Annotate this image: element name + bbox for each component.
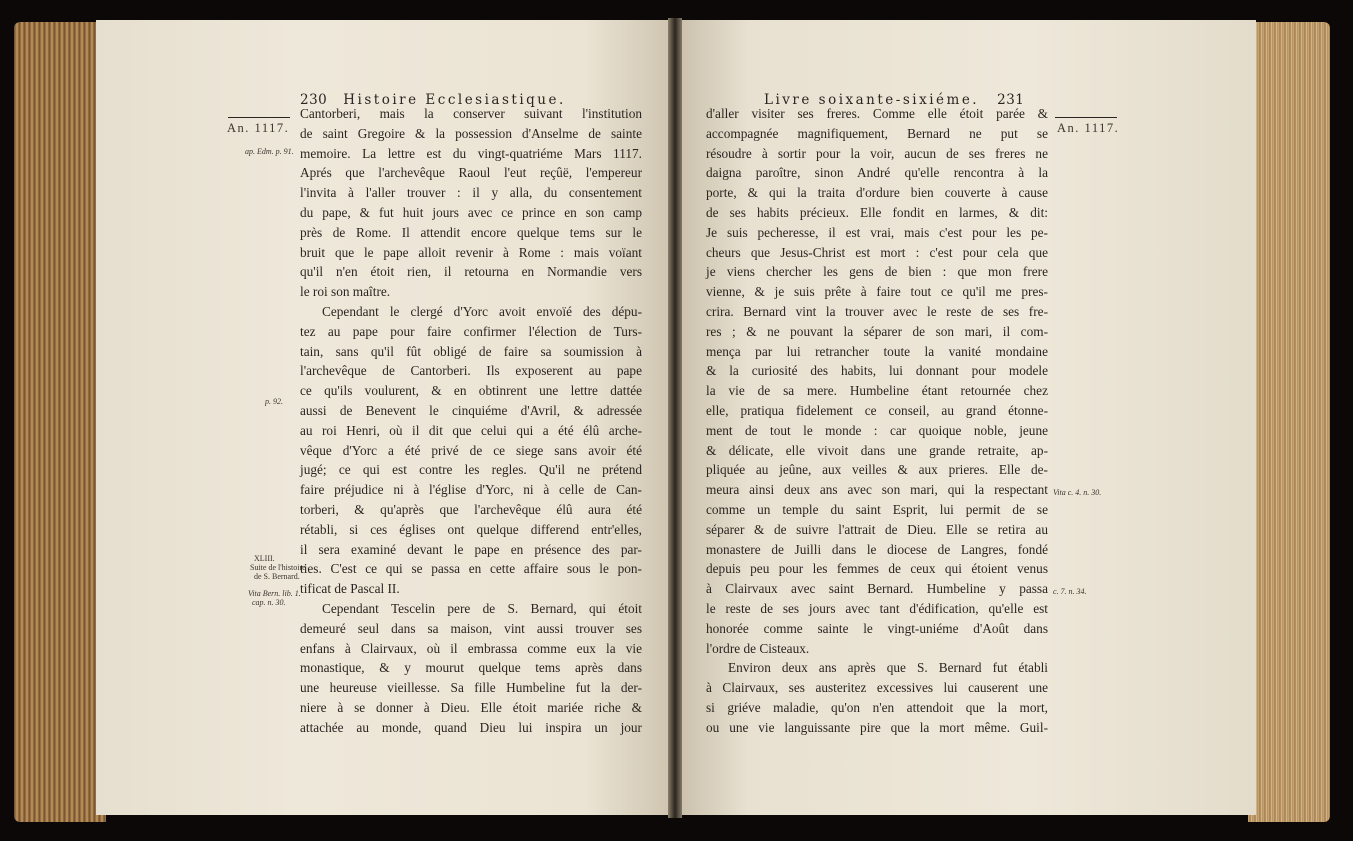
section-number: XLIII. — [254, 554, 275, 563]
text-line: vienne, & je suis prête à faire tout ce qu'il me pres- — [706, 284, 1048, 300]
text-line: rétabli, si ces églises ont quelque differend entr'elles, — [300, 521, 642, 537]
section-title: Suite de l'histoire — [250, 563, 306, 572]
text-line: résoudre à sortir pour la voir, aucun de ses freres ne — [706, 145, 1048, 161]
text-line: Cantorberi, mais la conserver suivant l'institution — [300, 106, 642, 121]
text-line: je viens chercher les gens de bien : que mon frere — [706, 264, 1048, 280]
text-line: faire préjudice ni à l'église d'Yorc, ni à celle de Can- — [300, 482, 642, 498]
text-line: il sera examiné devant le pape en présence des par- — [300, 541, 642, 557]
text-line: aussi de Benevent le cinquiéme d'Avril, & adressée — [300, 402, 642, 418]
text-line: demeuré seul dans sa maison, vint aussi trouver ses — [300, 620, 642, 636]
text-line: crira. Bernard vint la trouver avec le reste de ses fre- — [706, 303, 1048, 319]
right-page-number: 231 — [997, 92, 1025, 108]
text-line: Je suis pecheresse, il est vrai, mais c'est pour les pe- — [706, 224, 1048, 240]
margin-rule — [228, 117, 290, 118]
text-line: torberi, & qu'après que l'archevêque élû aura été — [300, 501, 642, 517]
text-line: de ses habits précieux. Elle fondit en larmes, & dit: — [706, 204, 1048, 220]
text-line: pliquée au jeûne, aux veilles & aux prieres. Elle de- — [706, 462, 1048, 478]
text-line: d'aller visiter ses freres. Comme elle étoit parée & — [706, 106, 1048, 121]
text-line: mença par lui retrancher toute la vanité mondaine — [706, 343, 1048, 359]
left-margin-year: An. 1117. — [227, 121, 290, 135]
right-page-edges — [1248, 22, 1330, 822]
text-line: à Clairvaux avec saint Bernard. Humbeline y passa — [706, 581, 1048, 597]
right-running-title: Livre soixante-sixiéme. — [764, 92, 980, 108]
text-line: honorée comme sainte le vingt-uniéme d'Août dans — [706, 620, 1048, 636]
text-line: enfans à Clairvaux, où il embrassa comme eux la vie — [300, 640, 642, 656]
text-line: & la curiosité des habits, lui donnant pour modele — [706, 363, 1048, 379]
text-line: niere à se donner à Dieu. Elle étoit mariée riche & — [300, 699, 642, 715]
text-line: ou une vie languissante pire que la mort même. Guil- — [706, 719, 1048, 735]
text-line: attachée au monde, quand Dieu lui inspira un jour — [300, 719, 642, 735]
text-line: l'ordre de Cisteaux. — [706, 640, 810, 656]
text-line: Environ deux ans après que S. Bernard fut établi — [728, 660, 1048, 676]
text-line: le roi son maître. — [300, 284, 391, 300]
text-line: memoire. La lettre est du vingt-quatriéme Mars 1117. — [300, 145, 642, 161]
text-line: ce qu'ils voulurent, & en obtinrent une lettre dattée — [300, 383, 642, 399]
left-margin-ref: p. 92. — [265, 397, 283, 406]
text-line: Cependant Tescelin pere de S. Bernard, qui étoit — [322, 600, 642, 616]
text-line: Cependant le clergé d'Yorc avoit envoïé des dépu- — [322, 303, 642, 319]
right-margin-year: An. 1117. — [1057, 121, 1120, 135]
text-line: accompagnée magnifiquement, Bernard ne put se — [706, 125, 1048, 141]
section-title: de S. Bernard. — [254, 572, 300, 581]
left-margin-ref: Vita Bern. lib. 1. — [248, 589, 301, 598]
text-line: la vie de sa mere. Humbeline étant retournée chez — [706, 383, 1048, 399]
text-line: monastique, & y mourut quelque tems après dans — [300, 660, 642, 676]
text-line: Aprés que l'archevêque Raoul l'eut reçûë, l'empereur — [300, 165, 642, 181]
text-line: porte, & qui la traita d'ordure bien couverte à cause — [706, 185, 1048, 201]
left-running-title: Histoire Ecclesiastique. — [343, 92, 566, 108]
text-line: tez au pape pour faire confirmer l'élection de Turs- — [300, 323, 642, 339]
left-margin-ref: ap. Edm. p. 91. — [245, 147, 294, 156]
text-line: ment de tout le monde : car quoique noble, jeune — [706, 422, 1048, 438]
text-line: le reste de ses jours avec tant d'édification, qu'elle est — [706, 600, 1048, 616]
text-line: l'invita à l'aller trouver : il y alla, du consentement — [300, 185, 642, 201]
left-body-text — [300, 104, 642, 738]
book-gutter — [668, 18, 682, 818]
text-line: du pape, & fut huit jours avec ce prince en son camp — [300, 204, 642, 220]
left-page-edges — [14, 22, 106, 822]
text-line: séparer & de suivre l'attrait de Dieu. Elle se retira au — [706, 521, 1048, 537]
left-page-number: 230 — [300, 92, 328, 108]
text-line: cheurs que Jesus-Christ est mort : c'est pour cela que — [706, 244, 1048, 260]
text-line: de saint Gregoire & la possession d'Anselme de sainte — [300, 125, 642, 141]
text-line: ties. C'est ce qui se passa en cette affaire sous le pon- — [300, 561, 642, 577]
text-line: bruit que le pape alloit revenir à Rome : mais voïant — [300, 244, 642, 260]
right-margin-ref: Vita c. 4. n. 30. — [1053, 488, 1102, 497]
text-line: jugé; ce qui est contre les regles. Qu'il ne prétend — [300, 462, 642, 478]
text-line: tificat de Pascal II. — [300, 581, 400, 597]
text-line: res ; & ne pouvant la séparer de son mari, il com- — [706, 323, 1048, 339]
text-line: depuis peu pour les femmes de ceux qui étoient venus — [706, 561, 1048, 577]
right-margin-ref: c. 7. n. 34. — [1053, 587, 1087, 596]
text-line: tain, sans qu'il fût obligé de faire sa soumission à — [300, 343, 642, 359]
text-line: monastere de Juilli dans le diocese de Langres, fondé — [706, 541, 1048, 557]
text-line: vêque d'Yorc a été privé de ce siege sans avoir été — [300, 442, 642, 458]
text-line: près de Rome. Il attendit encore quelque tems sur le — [300, 224, 642, 240]
text-line: l'archevêque de Cantorberi. Ils exposerent au pape — [300, 363, 642, 379]
text-line: qu'il n'en étoit rien, il retourna en Normandie vers — [300, 264, 642, 280]
text-line: une heureuse vieillesse. Sa fille Humbeline fut la der- — [300, 680, 642, 696]
right-body-text — [706, 104, 1048, 738]
text-line: meura ainsi deux ans avec son mari, qui la respectant — [706, 482, 1048, 498]
text-line: elle, pratiqua fidelement ce conseil, au grand étonne- — [706, 402, 1048, 418]
text-line: au roi Henri, où il dit que celui qui a été élû arche- — [300, 422, 642, 438]
text-line: comme un temple du saint Esprit, lui permit de se — [706, 501, 1048, 517]
margin-rule — [1055, 117, 1117, 118]
text-line: daigna paroître, sinon André qu'elle rencontra à la — [706, 165, 1048, 181]
text-line: & délicate, elle vivoit dans une grande retraite, ap- — [706, 442, 1048, 458]
text-line: à Clairvaux, ses austeritez excessives lui causerent une — [706, 680, 1048, 696]
text-line: si griéve maladie, qu'on n'en attendoit que la mort, — [706, 699, 1048, 715]
left-margin-ref: cap. n. 30. — [252, 598, 286, 607]
